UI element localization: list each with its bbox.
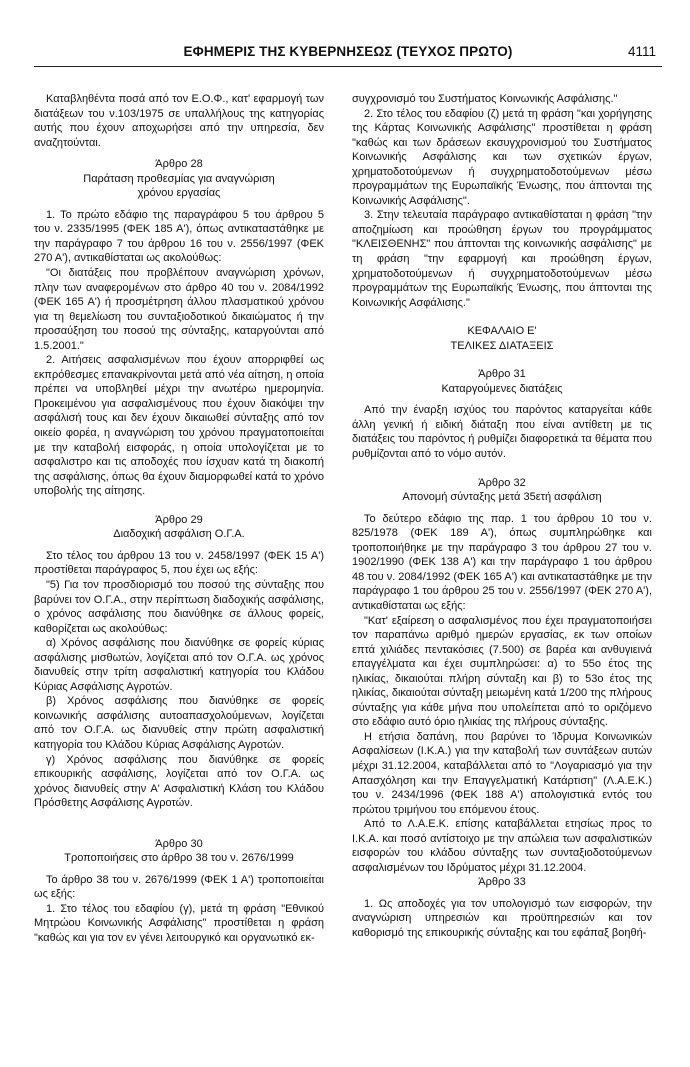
paragraph: Το άρθρο 38 του ν. 2676/1999 (ΦΕΚ 1 Α') τροποποιείται ως εξής: — [34, 873, 324, 901]
paragraph: Στο τέλος του άρθρου 13 του ν. 2458/1997 (ΦΕΚ 15 Α') προστίθεται παράγραφος 5, που έχει ως εξής: — [34, 549, 324, 577]
article-33-title: Άρθρο 33 — [478, 876, 526, 889]
header-rule — [34, 66, 662, 67]
paragraph: "Κατ' εξαίρεση ο ασφαλισμένος που έχει πραγματοποιήσει τον παραπάνω αριθμό ημερών εργασίας, εκ των οποίων επτά χιλιάδες πεντακόσιες (7.500) σε βαρέα και ανθυγιεινά επαγγέλματα και έχει συμπληρώσει: α) το 55ο έτος της ηλικίας, δικαιούται πλήρη σύνταξη και β) το 53ο έτος της ηλικίας, δικαιούται σύνταξη μειωμένη κατά 1/200 της πλήρους σύνταξης για κάθε μήνα που υπολείπεται από το οριζόμενο στο εδάφιο αυτό όριο ηλικίας της πλήρους σύνταξης. — [352, 614, 652, 729]
paragraph: Από το Λ.Α.Ε.Κ. επίσης καταβάλλεται ετησίως προς το Ι.Κ.Α. και ποσό αντίστοιχο με την απώλεια των ασφαλιστικών εισφορών του κλάδου σύνταξης των συνταξιοδοτούμενων ασφαλισμένων του Ιδρύματος μέχρι 31.12.2004. — [352, 818, 652, 874]
article-32-subtitle: Απονομή σύνταξης μετά 35ετή ασφάλιση — [402, 491, 602, 504]
article-31-title: Άρθρο 31 — [478, 368, 526, 381]
article-28-subtitle-line-1: Παράταση προθεσμίας για αναγνώριση — [83, 172, 275, 185]
chapter-title: ΚΕΦΑΛΑΙΟ Ε' — [467, 325, 537, 338]
paragraph: "Οι διατάξεις που προβλέπουν αναγνώριση χρόνων, πλην των αναφερομένων στο άρθρο 40 του ν. 2084/1992 (ΦΕΚ 165 Α') ή προσμέτρηση άλλου πλασματικού χρόνου για τη θεμελίωση του συνταξιοδοτικού δικαιώματος ή την προσαύξηση του ποσού της σύνταξης, καταργούνται από 1.5.2001." — [34, 267, 324, 352]
paragraph: Το δεύτερο εδάφιο της παρ. 1 του άρθρου 10 του ν. 825/1978 (ΦΕΚ 189 Α'), όπως συμπληρώθηκε και τροποποιήθηκε με την παράγραφο 3 του άρθρου 27 του ν. 1902/1990 (ΦΕΚ 138 Α') και την παράγραφο 1 του άρθρου 48 του ν. 2084/1992 (ΦΕΚ 165 Α') και αντικαταστάθηκε με την παράγραφο 1 του άρθρου 25 του ν. 2556/1997 (ΦΕΚ 270 Α'), αντικαθίσταται ως εξής: — [352, 512, 652, 612]
article-32-title: Άρθρο 32 — [478, 476, 526, 489]
chapter-subtitle: ΤΕΛΙΚΕΣ ΔΙΑΤΑΞΕΙΣ — [450, 339, 554, 352]
paragraph: Η ετήσια δαπάνη, που βαρύνει το Ίδρυμα Κοινωνικών Ασφαλίσεων (Ι.Κ.Α.) για την καταβολή των συντάξεων αυτών μέχρι 31.12.2004, καταβάλλεται από το "Λογαριασμό για την Απασχόληση και την Επαγγελματική Κατάρτιση" (Λ.Α.Ε.Κ.) του ν. 2434/1996 (ΦΕΚ 188 Α') απολογιστικά εντός του πρώτου τριμήνου του επόμενου έτους. — [352, 730, 652, 816]
paragraph: α) Χρόνος ασφάλισης που διανύθηκε σε φορείς κύριας ασφάλισης μισθωτών, λογίζεται από τον Ο.Γ.Α. ως χρόνος διανυθείς στην τρίτη ασφαλιστική κατηγορία του Κλάδου Κύριας Ασφάλισης Αγροτών. — [34, 637, 324, 693]
article-31-subtitle: Καταργούμενες διατάξεις — [441, 382, 563, 395]
gazette-title: ΕΦΗΜΕΡΙΣ ΤΗΣ ΚΥΒΕΡΝΗΣΕΩΣ (ΤΕΥΧΟΣ ΠΡΩΤΟ) — [183, 44, 513, 59]
paragraph: συγχρονισμό του Συστήματος Κοινωνικής Ασφάλισης." — [352, 93, 618, 105]
paragraph: Από την έναρξη ισχύος του παρόντος καταργείται κάθε άλλη γενική ή ειδική διάταξη που είναι αντίθετη με τις διατάξεις του παρόντος ή ρυθμίζει διαφορετικά τα θέματα που ρυθμίζονται από το νόμο αυτόν. — [352, 404, 652, 461]
paragraph: 2. Αιτήσεις ασφαλισμένων που έχουν απορριφθεί ως εκπρόθεσμες επανακρίνονται μετά από νέα αίτηση, η οποία πρέπει να υποβληθεί μέχρι την ανωτέρω ημερομηνία. Προκειμένου για ασφαλισμένους που έχουν διακόψει την ασφάλισή τους και δεν έχουν δικαιωθεί σύνταξης από τον οικείο φορέα, η αναγνώριση του χρόνου πραγματοποιείται με την καταβολή εισφοράς, η οποία υπολογίζεται με το ασφαλιστρο και τις αποδοχές που ίσχυαν κατά τη διακοπή της ασφάλισης, όπως θα έχουν διαμορφωθεί κατά το χρόνο υποβολής της αίτησης. — [34, 354, 324, 498]
paragraph: 1. Ως αποδοχές για τον υπολογισμό των εισφορών, την αναγνώριση υπηρεσιών και προϋπηρεσιών και τον καθορισμό της επικουρικής σύνταξης και του εφάπαξ βοηθή- — [352, 897, 652, 939]
article-30-title: Άρθρο 30 — [155, 837, 203, 850]
page-number: 4111 — [627, 44, 656, 59]
article-30-subtitle: Τροποποιήσεις στο άρθρο 38 του ν. 2676/1999 — [64, 852, 294, 865]
article-29-subtitle: Διαδοχική ασφάλιση Ο.Γ.Α. — [113, 528, 245, 541]
paragraph: Καταβληθέντα ποσά από τον Ε.Ο.Φ., κατ' εφαρμογή των διατάξεων του ν.103/1975 σε υπαλλήλους της κατηγορίας αυτής που έχουν αποχωρήσει από την υπηρεσία, δεν αναζητούνται. — [34, 93, 324, 149]
paragraph: β) Χρόνος ασφάλισης που διανύθηκε σε φορείς κοινωνικής ασφάλισης αυτοαπασχολούμενων, λογίζεται από τον Ο.Γ.Α. ως διανυθείς στην πρώτη ασφαλιστική κατηγορία του Κλάδου Κύριας Ασφάλισης Αγροτών. — [34, 695, 324, 751]
paragraph: γ) Χρόνος ασφάλισης που διανύθηκε σε φορείς επικουρικής ασφάλισης, λογίζεται από τον Ο.Γ.Α. ως χρόνος διανυθείς στην Α' Ασφαλιστική Κλάση του Κλάδου Πρόσθετης Ασφάλισης Αγροτών. — [34, 753, 324, 810]
paragraph: 3. Στην τελευταία παράγραφο αντικαθίσταται η φράση "την αποζημίωση και προώθηση έργων του προγράμματος "ΚΛΕΙΣΘΕΝΗΣ" που άπτονται της κοινωνικής ασφάλισης" με τη φράση "την εφαρμογή και προώθηση έργων, χρηματοδοτούμενων ή συγχρηματοδοτούμενων μέσω προγραμμάτων της Ευρωπαϊκής Ένωσης, που άπτονται της Κοινωνικής Ασφάλισης." — [352, 209, 652, 309]
page-header — [34, 44, 662, 64]
article-28-subtitle-line-2: χρόνου εργασίας — [137, 187, 221, 200]
paragraph: 1. Το πρώτο εδάφιο της παραγράφου 5 του άρθρου 5 του ν. 2335/1995 (ΦΕΚ 185 Α'), όπως αντικαταστάθηκε με την παράγραφο 7 του άρθρου 16 του ν. 2556/1997 (ΦΕΚ 270 Α'), αντικαθίσταται ως ακολούθως: — [34, 208, 324, 265]
right-column — [352, 92, 652, 941]
paragraph: 1. Στο τέλος του εδαφίου (γ), μετά τη φράση "Εθνικού Μητρώου Κοινωνικής Ασφάλισης" προστίθεται η φράση "καθώς και για τον εν γένει λειτουργικό και οργανωτικό εκ- — [34, 902, 324, 944]
paragraph: 2. Στο τέλος του εδαφίου (ζ) μετά τη φράση "και χορήγησης της Κάρτας Κοινωνικής Ασφάλισης" προστίθεται η φράση "καθώς και των δράσεων εκσυγχρονισμού του Συστήματος Κοινωνικής Ασφάλισης και των σχετικών έργων, χρηματοδοτούμενων ή συγχρηματοδοτούμενων μέσω προγραμμάτων της Ευρωπαϊκής Ένωσης, που άπτονται της Κοινωνικής Ασφάλισης". — [352, 107, 652, 207]
article-29-title: Άρθρο 29 — [155, 513, 203, 526]
article-28-title: Άρθρο 28 — [155, 158, 203, 171]
paragraph: "5) Για τον προσδιορισμό του ποσού της σύνταξης που βαρύνει τον Ο.Γ.Α., στην περίπτωση διαδοχικής ασφάλισης, ο χρόνος ασφάλισης που διανύθηκε σε άλλους φορείς, καθορίζεται ως ακολούθως: — [34, 578, 324, 635]
left-column — [34, 92, 324, 946]
